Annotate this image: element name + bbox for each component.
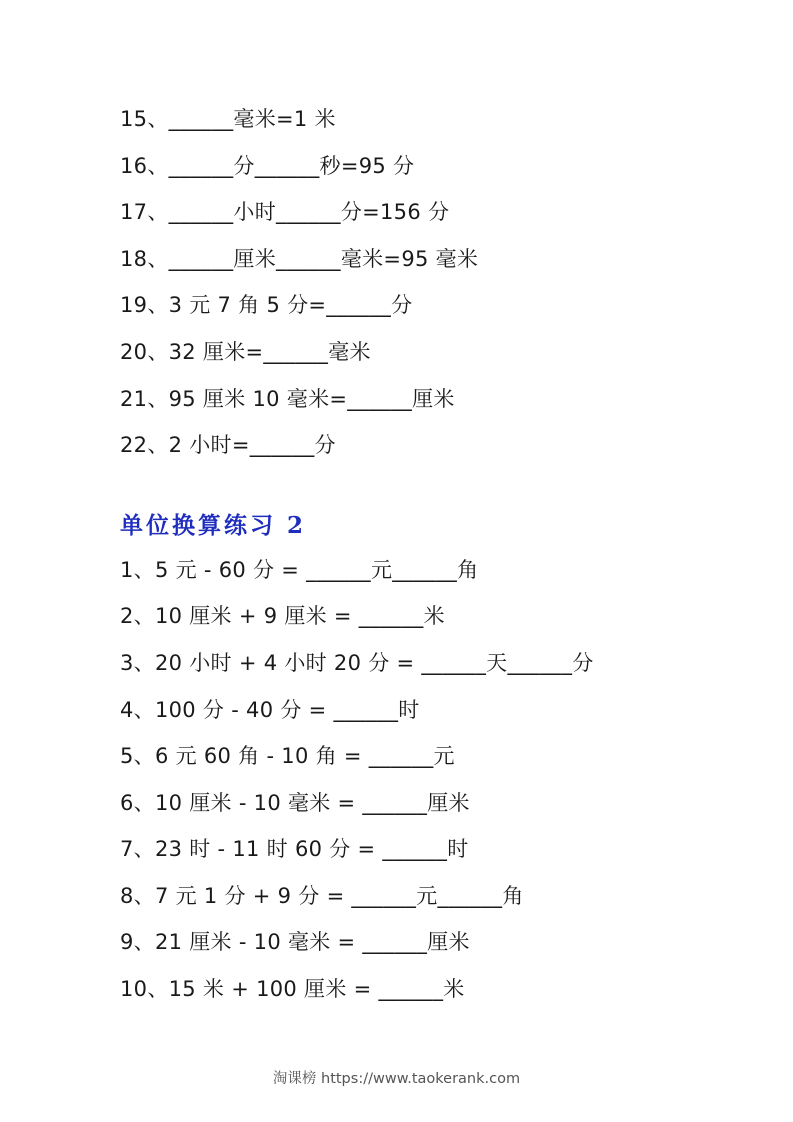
exercise-2-2: 2、10 厘米 + 9 厘米 = ______米	[120, 604, 445, 628]
exercise-2-10: 10、15 米 + 100 厘米 = ______米	[120, 977, 465, 1001]
footer-watermark: 淘课榜 https://www.taokerank.com	[272, 1071, 521, 1087]
exercise-2-5: 5、6 元 60 角 - 10 角 = ______元	[120, 744, 455, 768]
exercise-19: 19、3 元 7 角 5 分=______分	[120, 293, 413, 317]
section-title: 单位换算练习 2	[120, 512, 307, 539]
exercise-2-1: 1、5 元 - 60 分 = ______元______角	[120, 558, 479, 582]
exercise-22: 22、2 小时=______分	[120, 433, 336, 457]
exercise-2-9: 9、21 厘米 - 10 毫米 = ______厘米	[120, 930, 470, 954]
exercise-2-7: 7、23 时 - 11 时 60 分 = ______时	[120, 837, 469, 861]
exercise-18: 18、______厘米______毫米=95 毫米	[120, 247, 479, 271]
exercise-2-3: 3、20 小时 + 4 小时 20 分 = ______天______分	[120, 651, 594, 675]
exercise-2-8: 8、7 元 1 分 + 9 分 = ______元______角	[120, 884, 524, 908]
exercise-16: 16、______分______秒=95 分	[120, 154, 415, 178]
exercise-2-6: 6、10 厘米 - 10 毫米 = ______厘米	[120, 791, 470, 815]
exercise-2-4: 4、100 分 - 40 分 = ______时	[120, 698, 420, 722]
exercise-20: 20、32 厘米=______毫米	[120, 340, 371, 364]
exercise-15: 15、______毫米=1 米	[120, 107, 336, 131]
exercise-17: 17、______小时______分=156 分	[120, 200, 450, 224]
exercise-21: 21、95 厘米 10 毫米=______厘米	[120, 387, 455, 411]
